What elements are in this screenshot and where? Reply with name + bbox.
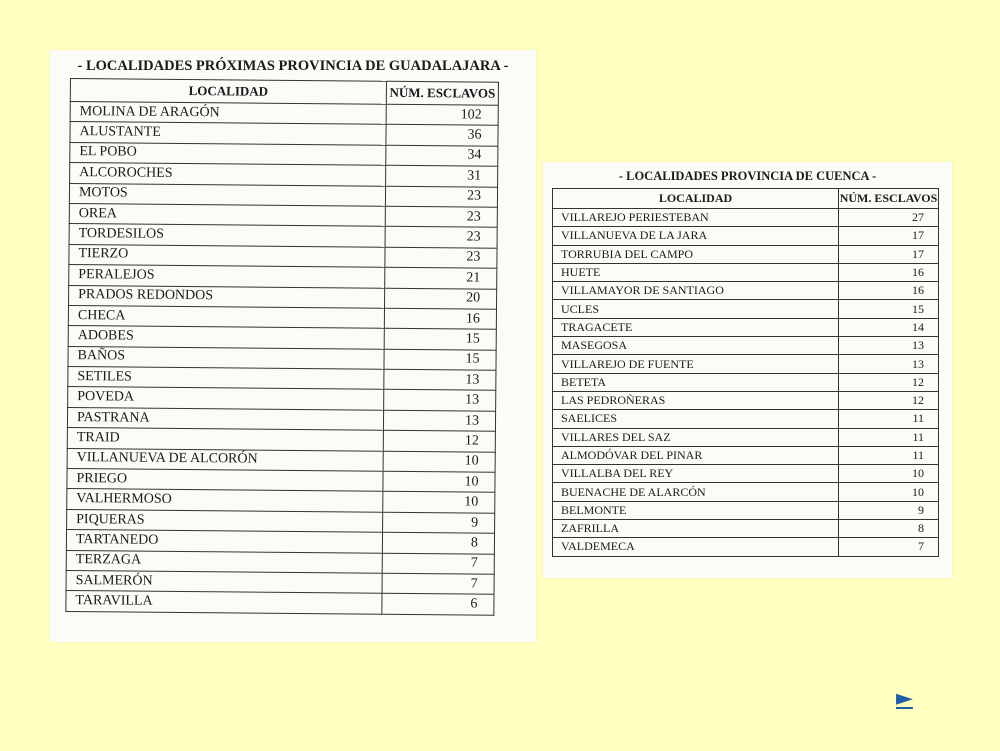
slave-count: 27 [839, 209, 939, 227]
table-row [553, 538, 939, 556]
slave-count: 11 [839, 428, 939, 446]
locality-name: PASTRANA [67, 407, 383, 430]
slave-count: 31 [386, 165, 498, 186]
slave-count: 102 [386, 104, 498, 125]
slave-count: 11 [839, 410, 939, 428]
table-row [553, 337, 939, 355]
table-row [553, 282, 939, 300]
locality-name: TORRUBIA DEL CAMPO [553, 245, 839, 263]
slave-count: 15 [384, 329, 496, 350]
guadalajara-table [65, 78, 499, 615]
slave-count: 10 [383, 492, 495, 513]
locality-name: OREA [69, 203, 385, 226]
table-row [553, 483, 939, 501]
locality-name: TIERZO [69, 244, 385, 267]
locality-name: SALMERÓN [66, 570, 382, 593]
slave-count: 10 [383, 471, 495, 492]
slave-count: 20 [385, 288, 497, 309]
slave-count: 13 [839, 337, 939, 355]
locality-name: BELMONTE [553, 501, 839, 519]
locality-name: TARAVILLA [66, 591, 382, 614]
column-header-localidad: LOCALIDAD [553, 189, 839, 209]
locality-name: ALMODÓVAR DEL PINAR [553, 446, 839, 464]
table-row [553, 318, 939, 336]
slave-count: 21 [385, 267, 497, 288]
locality-name: VILLARES DEL SAZ [553, 428, 839, 446]
slave-count: 15 [839, 300, 939, 318]
table-row [553, 373, 939, 391]
cuenca-scan [543, 162, 952, 578]
slave-count: 15 [384, 349, 496, 370]
slave-count: 6 [382, 594, 494, 615]
slave-count: 14 [839, 318, 939, 336]
locality-name: PIQUERAS [67, 509, 383, 532]
locality-name: VILLALBA DEL REY [553, 465, 839, 483]
locality-name: ADOBES [68, 326, 384, 349]
slave-count: 9 [383, 512, 495, 533]
slave-count: 16 [839, 263, 939, 281]
table-row [553, 227, 939, 245]
cuenca-table [552, 188, 939, 557]
table-row [553, 428, 939, 446]
locality-name: ALUSTANTE [70, 122, 386, 145]
table-row [553, 355, 939, 373]
locality-name: TRAID [67, 428, 383, 451]
locality-name: LAS PEDROÑERAS [553, 391, 839, 409]
locality-name: VALHERMOSO [67, 489, 383, 512]
table-row [553, 300, 939, 318]
locality-name: VILLANUEVA DE LA JARA [553, 227, 839, 245]
table-row [553, 501, 939, 519]
locality-name: PRIEGO [67, 469, 383, 492]
locality-name: PERALEJOS [69, 265, 385, 288]
slave-count: 10 [383, 451, 495, 472]
slave-count: 17 [839, 245, 939, 263]
locality-name: PRADOS REDONDOS [69, 285, 385, 308]
slave-count: 23 [385, 186, 497, 207]
locality-name: TARTANEDO [66, 530, 382, 553]
locality-name: POVEDA [68, 387, 384, 410]
table-row [553, 410, 939, 428]
table-row [553, 245, 939, 263]
locality-name: ALCOROCHES [70, 163, 386, 186]
locality-name: BAÑOS [68, 346, 384, 369]
slave-count: 23 [385, 247, 497, 268]
slave-count: 8 [839, 520, 939, 538]
table-row [66, 591, 494, 615]
slave-count: 7 [382, 573, 494, 594]
locality-name: TERZAGA [66, 550, 382, 573]
locality-name: TRAGACETE [553, 318, 839, 336]
slave-count: 23 [385, 227, 497, 248]
slave-count: 12 [839, 391, 939, 409]
slave-count: 7 [382, 553, 494, 574]
locality-name: HUETE [553, 263, 839, 281]
slave-count: 36 [386, 125, 498, 146]
slave-count: 13 [383, 410, 495, 431]
locality-name: VILLAMAYOR DE SANTIAGO [553, 282, 839, 300]
column-header-localidad: LOCALIDAD [70, 79, 386, 105]
locality-name: TORDESILOS [69, 224, 385, 247]
locality-name: VALDEMECA [553, 538, 839, 556]
guadalajara-title: - LOCALIDADES PRÓXIMAS PROVINCIA DE GUADALAJARA - [77, 58, 509, 74]
slave-count: 23 [385, 206, 497, 227]
locality-name: MASEGOSA [553, 337, 839, 355]
locality-name: EL POBO [70, 142, 386, 165]
slave-count: 16 [384, 308, 496, 329]
locality-name: VILLAREJO PERIESTEBAN [553, 209, 839, 227]
locality-name: MOTOS [69, 183, 385, 206]
slave-count: 12 [839, 373, 939, 391]
slave-count: 13 [839, 355, 939, 373]
slave-count: 13 [384, 369, 496, 390]
table-row [553, 446, 939, 464]
locality-name: MOLINA DE ARAGÓN [70, 102, 386, 125]
slave-count: 10 [839, 483, 939, 501]
locality-name: VILLAREJO DE FUENTE [553, 355, 839, 373]
table-row [553, 263, 939, 281]
column-header-num-esclavos: NÚM. ESCLAVOS [386, 81, 498, 105]
slave-count: 10 [839, 465, 939, 483]
slave-count: 34 [386, 145, 498, 166]
locality-name: SETILES [68, 367, 384, 390]
slave-count: 11 [839, 446, 939, 464]
slave-count: 17 [839, 227, 939, 245]
table-row [553, 520, 939, 538]
table-row [553, 465, 939, 483]
table-row [553, 391, 939, 409]
slave-count: 8 [382, 532, 494, 553]
slave-count: 12 [383, 430, 495, 451]
locality-name: BETETA [553, 373, 839, 391]
table-row [553, 209, 939, 227]
locality-name: VILLANUEVA DE ALCORÓN [67, 448, 383, 471]
slave-count: 7 [839, 538, 939, 556]
locality-name: ZAFRILLA [553, 520, 839, 538]
locality-name: UCLES [553, 300, 839, 318]
slave-count: 16 [839, 282, 939, 300]
table-header-row [553, 189, 939, 209]
guadalajara-scan [50, 50, 536, 642]
slave-count: 13 [384, 390, 496, 411]
locality-name: SAELICES [553, 410, 839, 428]
column-header-num-esclavos: NÚM. ESCLAVOS [839, 189, 939, 209]
cuenca-title: - LOCALIDADES PROVINCIA DE CUENCA - [618, 169, 877, 183]
locality-name: CHECA [68, 305, 384, 328]
locality-name: BUENACHE DE ALARCÓN [553, 483, 839, 501]
next-arrow-link[interactable]: ► [896, 686, 913, 711]
slave-count: 9 [839, 501, 939, 519]
